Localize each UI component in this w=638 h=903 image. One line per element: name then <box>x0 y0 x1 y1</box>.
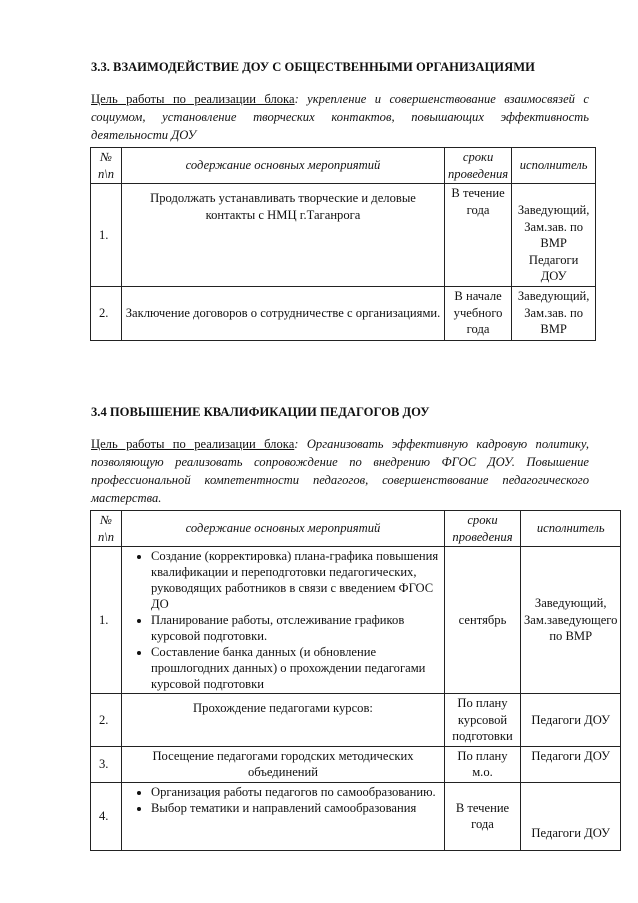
row-number: 3. <box>91 746 122 782</box>
row-executor: Заведующий, Зам.зав. по ВМР Педагоги ДОУ <box>512 184 596 287</box>
row-executor: Заведующий, Зам.зав. по ВМР <box>512 287 596 341</box>
row-number: 2. <box>91 694 122 747</box>
table-row <box>91 184 596 287</box>
row-term: сентябрь <box>445 547 521 694</box>
row-executor: Педагоги ДОУ <box>521 694 621 747</box>
header-executor: исполнитель <box>521 511 621 547</box>
row-number: 1. <box>91 547 122 694</box>
row-number: 4. <box>91 782 122 850</box>
goal-lead: Цель работы по реализации блока <box>91 437 295 451</box>
row-term: В течение года <box>445 782 521 850</box>
header-num: № п\п <box>91 148 122 184</box>
table-row <box>91 746 621 782</box>
table-header-row <box>91 148 596 184</box>
row-term: В течение года <box>445 184 512 287</box>
goal-lead: Цель работы по реализации блока <box>91 92 295 106</box>
row-executor: Педагоги ДОУ <box>521 782 621 850</box>
row-term: По плану м.о. <box>445 746 521 782</box>
section-goal-interaction <box>91 90 589 144</box>
list-item: • Выбор тематики и направлений самообразования <box>151 800 441 816</box>
table-row <box>91 287 596 341</box>
row-content <box>122 782 445 850</box>
section-heading-qualification: 3.4 ПОВЫШЕНИЕ КВАЛИФИКАЦИИ ПЕДАГОГОВ ДОУ <box>91 405 430 419</box>
list-item: • Организация работы педагогов по самообразованию. <box>151 784 441 800</box>
row-number: 1. <box>91 184 122 287</box>
row-number: 2. <box>91 287 122 341</box>
list-item: • Планирование работы, отслеживание графиков курсовой подготовки. <box>151 612 441 644</box>
row-content <box>122 547 445 694</box>
row-term: В начале учебного года <box>445 287 512 341</box>
row-term: По плану курсовой подготовки <box>445 694 521 747</box>
header-content: содержание основных мероприятий <box>122 148 445 184</box>
table-row <box>91 547 621 694</box>
qualification-table <box>90 510 621 851</box>
interaction-table <box>90 147 596 341</box>
list-item: • Составление банка данных (и обновление прошлогодних данных) о прохождении педагогами курсовой подготовки <box>151 644 441 692</box>
header-content: содержание основных мероприятий <box>122 511 445 547</box>
header-term: сроки проведения <box>445 148 512 184</box>
header-num: № п\п <box>91 511 122 547</box>
row-content: Заключение договоров о сотрудничестве с организациями. <box>122 287 445 341</box>
table-row <box>91 782 621 850</box>
header-executor: исполнитель <box>512 148 596 184</box>
goal-text: : укрепление и совершенствование взаимосвязей с социумом, установление творческих контактов, повышающих эффективность деятельности ДОУ <box>91 92 589 142</box>
section-heading-interaction: 3.3. ВЗАИМОДЕЙСТВИЕ ДОУ С ОБЩЕСТВЕННЫМИ ОРГАНИЗАЦИЯМИ <box>91 60 535 74</box>
table-header-row <box>91 511 621 547</box>
row-content: Прохождение педагогами курсов: <box>122 694 445 747</box>
row-content: Продолжать устанавливать творческие и деловые контакты с НМЦ г.Таганрога <box>122 184 445 287</box>
row-content: Посещение педагогами городских методических объединений <box>122 746 445 782</box>
section-goal-qualification <box>91 435 589 507</box>
header-term: сроки проведения <box>445 511 521 547</box>
table-row <box>91 694 621 747</box>
row-executor: Педагоги ДОУ <box>521 746 621 782</box>
row-executor: Заведующий, Зам.заведующего по ВМР <box>521 547 621 694</box>
goal-text: : Организовать эффективную кадровую политику, позволяющую реализовать сопровождение по внедрению ФГОС ДОУ. Повышение профессиональной компетентности педагогов, совершенствование педагогического мастерства. <box>91 437 589 505</box>
list-item: • Создание (корректировка) плана-графика повышения квалификации и переподготовки педагогических, руководящих работников в связи с введением ФГОС ДО <box>151 548 441 612</box>
